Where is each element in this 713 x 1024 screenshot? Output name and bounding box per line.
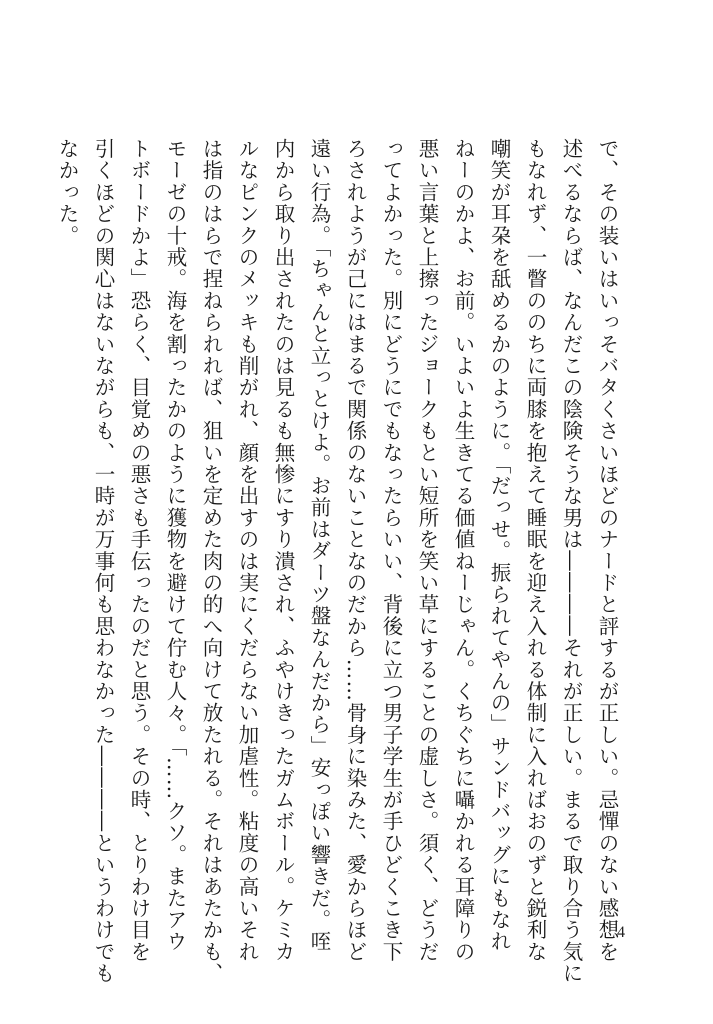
vertical-text-body	[55, 138, 625, 985]
text-line: 引くほどの関心はないながらも、一時が万事何も思わなかった――――というわけでも	[91, 138, 115, 985]
text-line: もなれず、一瞥ののちに両膝を抱えて睡眠を迎え入れる体制に入ればおのずと鋭利な	[523, 138, 547, 963]
text-line: トボードかよ」恐らく、目覚めの悪さも手伝ったのだと思う。その時、とりわけ目を	[127, 138, 151, 963]
text-line: ろされようが己にはまるで関係のないことなのだから……骨身に染みた、愛からほど	[343, 138, 367, 963]
text-line: なかった。	[55, 138, 79, 247]
text-line: 述べるならば、なんだこの陰険そうな男は――――それが正しい。まるで取り合う気に	[559, 138, 583, 985]
text-line: ってよかった。別にどうにでもなったらいい、背後に立つ男子学生が手ひどくこき下	[379, 138, 403, 963]
text-line: ルなピンクのメッキも削がれ、顔を出すのは実にくだらない加虐性。粘度の高いそれ	[235, 138, 259, 963]
text-line: 嘲笑が耳朶を舐めるかのように。「だっせ。振られてやんの」サンドバッグにもなれ	[487, 138, 511, 953]
text-line: モーゼの十戒。海を割ったかのように獲物を避けて佇む人々。「……クソ。またアウ	[163, 138, 187, 953]
text-line: で、その装いはいっそバタくさいほどのナードと評するが正しい。忌憚のない感想を	[595, 138, 619, 963]
text-line: 内から取り出されたのは見るも無惨にすり潰され、ふやけきったガムボール。ケミカ	[271, 138, 295, 963]
text-line: 悪い言葉と上擦ったジョークもとい短所を笑い草にすることの虚しさ。須く、どうだ	[415, 138, 439, 963]
text-line: ねーのかよ、お前。いよいよ生きてる価値ねーじゃん。くちぐちに囁かれる耳障りの	[451, 138, 475, 963]
page-number: 4	[617, 924, 625, 941]
text-line: は指のはらで捏ねられれば、狙いを定めた肉の的へ向けて放たれる。それはあたかも、	[199, 138, 223, 985]
text-line: 遠い行為。「ちゃんと立っとけよ。お前はダーツ盤なんだから」安っぽい響きだ。咥	[307, 138, 331, 953]
